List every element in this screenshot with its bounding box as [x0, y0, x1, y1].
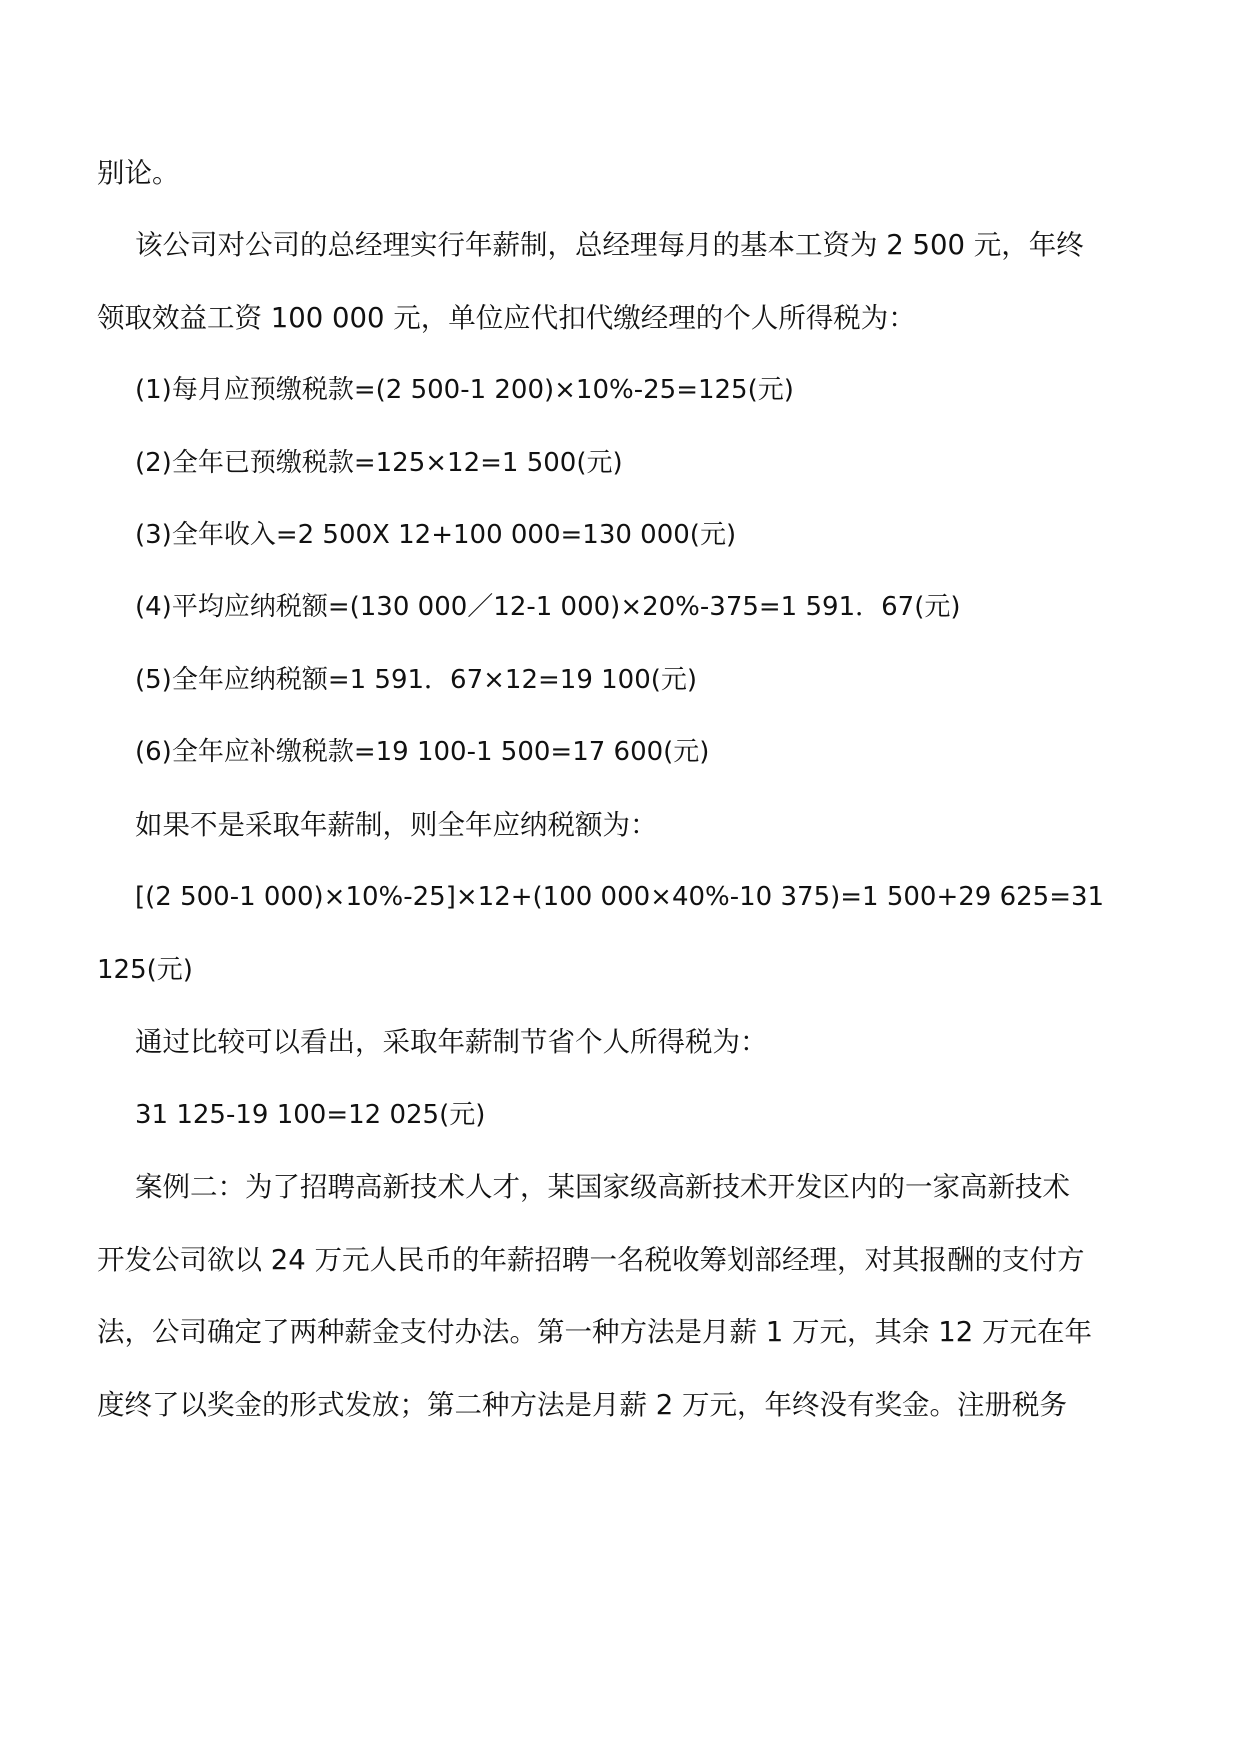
text-line: 领取效益工资 100 000 元，单位应代扣代缴经理的个人所得税为： [97, 302, 916, 334]
text-line: 度终了以奖金的形式发放；第二种方法是月薪 2 万元，年终没有奖金。注册税务 [97, 1389, 1067, 1421]
text-line: 法，公司确定了两种薪金支付办法。第一种方法是月薪 1 万元，其余 12 万元在年 [97, 1316, 1092, 1348]
formula-line: 125(元) [97, 955, 193, 985]
formula-line: (4)平均应纳税额=(130 000／12-1 000)×20%-375=1 591．67(元) [135, 592, 961, 622]
text-line: 开发公司欲以 24 万元人民币的年薪招聘一名税收筹划部经理，对其报酬的支付方 [97, 1244, 1085, 1276]
formula-line: (6)全年应补缴税款=19 100-1 500=17 600(元) [135, 737, 710, 767]
formula-line: [(2 500-1 000)×10%-25]×12+(100 000×40%-10 375)=1 500+29 625=31 [135, 882, 1105, 912]
formula-line: (1)每月应预缴税款=(2 500-1 200)×10%-25=125(元) [135, 375, 794, 405]
text-line: 别论。 [97, 157, 180, 189]
text-line: 该公司对公司的总经理实行年薪制，总经理每月的基本工资为 2 500 元，年终 [135, 229, 1084, 261]
formula-line: 31 125-19 100=12 025(元) [135, 1100, 486, 1130]
formula-line: (5)全年应纳税额=1 591．67×12=19 100(元) [135, 665, 698, 695]
text-line: 如果不是采取年薪制，则全年应纳税额为： [135, 809, 658, 841]
text-line: 通过比较可以看出，采取年薪制节省个人所得税为： [135, 1026, 768, 1058]
text-line: 案例二：为了招聘高新技术人才，某国家级高新技术开发区内的一家高新技术 [135, 1171, 1070, 1203]
formula-line: (2)全年已预缴税款=125×12=1 500(元) [135, 448, 623, 478]
formula-line: (3)全年收入=2 500X 12+100 000=130 000(元) [135, 520, 737, 550]
